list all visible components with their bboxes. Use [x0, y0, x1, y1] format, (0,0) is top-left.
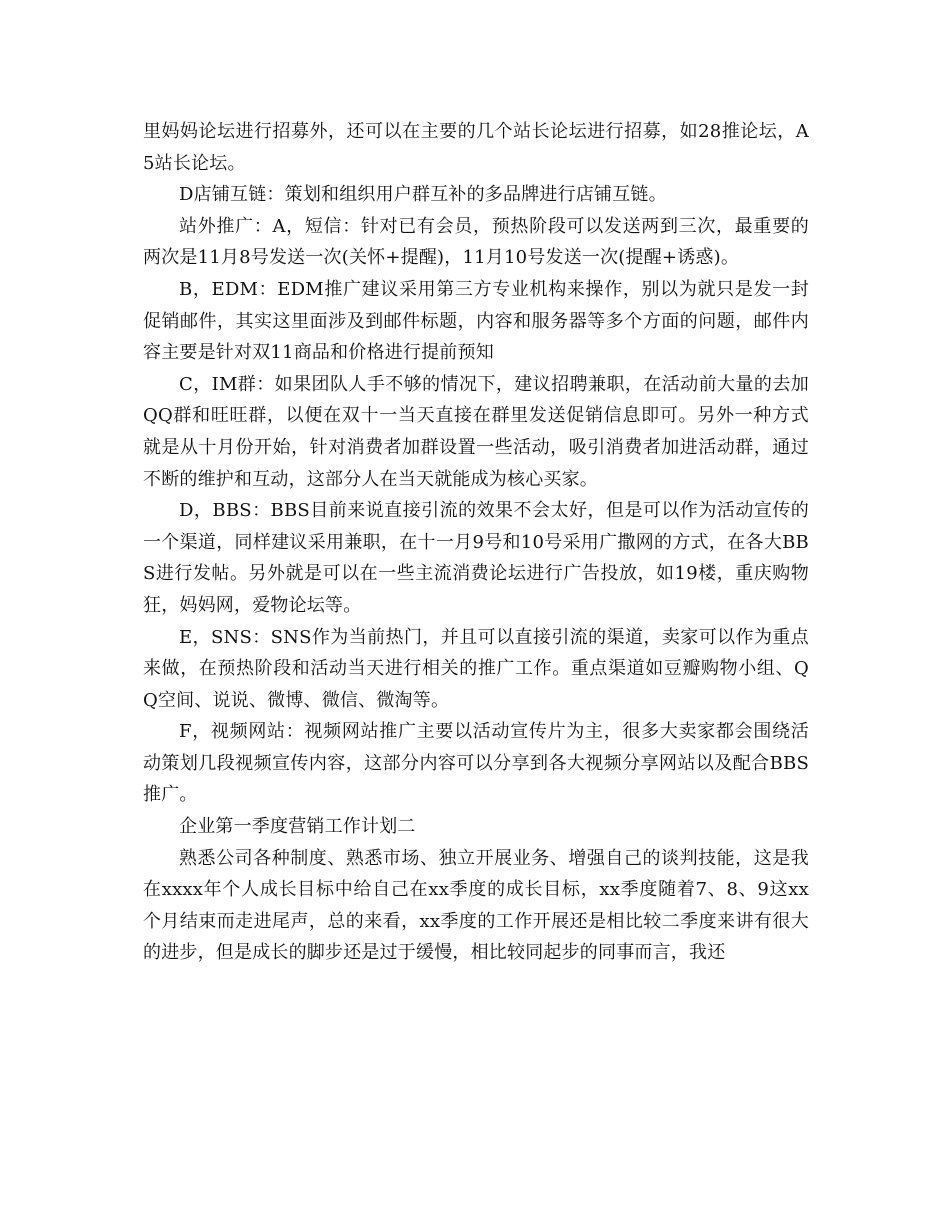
document-body [143, 116, 809, 969]
paragraph-5: C，IM群：如果团队人手不够的情况下，建议招聘兼职，在活动前大量的去加QQ群和旺旺群，以便在双十一当天直接在群里发送促销信息即可。另外一种方式就是从十月份开始，针对消费者加群设置一些活动，吸引消费者加进活动群，通过不断的维护和互动，这部分人在当天就能成为核心买家。 [143, 373, 809, 490]
paragraph-2: D店铺互链：策划和组织用户群互补的多品牌进行店铺互链。 [179, 184, 667, 206]
paragraph-9: 熟悉公司各种制度、熟悉市场、独立开展业务、增强自己的谈判技能，这是我在xxxx年个人成长目标中给自己在xx季度的成长目标，xx季度随着7、8、9这xx个月结束而走进尾声，总的来看，xx季度的工作开展还是相比较二季度来讲有很大的进步，但是成长的脚步还是过于缓慢，相比较同起步的同事而言，我还 [143, 847, 809, 964]
paragraph-6: D，BBS：BBS目前来说直接引流的效果不会太好，但是可以作为活动宣传的一个渠道，同样建议采用兼职，在十一月9号和10号采用广撒网的方式，在各大BBS进行发帖。另外就是可以在一些主流消费论坛进行广告投放，如19楼，重庆购物狂，妈妈网，爱物论坛等。 [143, 500, 809, 616]
paragraph-4: B，EDM：EDM推广建议采用第三方专业机构来操作，别以为就只是发一封促销邮件，其实这里面涉及到邮件标题，内容和服务器等多个方面的问题，邮件内容主要是针对双11商品和价格进行提前预知 [143, 278, 809, 364]
paragraph-1: 里妈妈论坛进行招募外，还可以在主要的几个站长论坛进行招募，如28推论坛，A5站长论坛。 [143, 121, 809, 174]
paragraph-8: F，视频网站：视频网站推广主要以活动宣传片为主，很多大卖家都会围绕活动策划几段视频宣传内容，这部分内容可以分享到各大视频分享网站以及配合BBS推广。 [143, 721, 809, 806]
section-heading: 企业第一季度营销工作计划二 [179, 816, 416, 838]
paragraph-7: E，SNS：SNS作为当前热门，并且可以直接引流的渠道，卖家可以作为重点来做，在预热阶段和活动当天进行相关的推广工作。重点渠道如豆瓣购物小组、QQ空间、说说、微博、微信、微淘等。 [143, 626, 809, 711]
paragraph-3: 站外推广：A，短信：针对已有会员，预热阶段可以发送两到三次，最重要的两次是11月8号发送一次(关怀+提醒)，11月10号发送一次(提醒+诱惑)。 [143, 215, 809, 269]
